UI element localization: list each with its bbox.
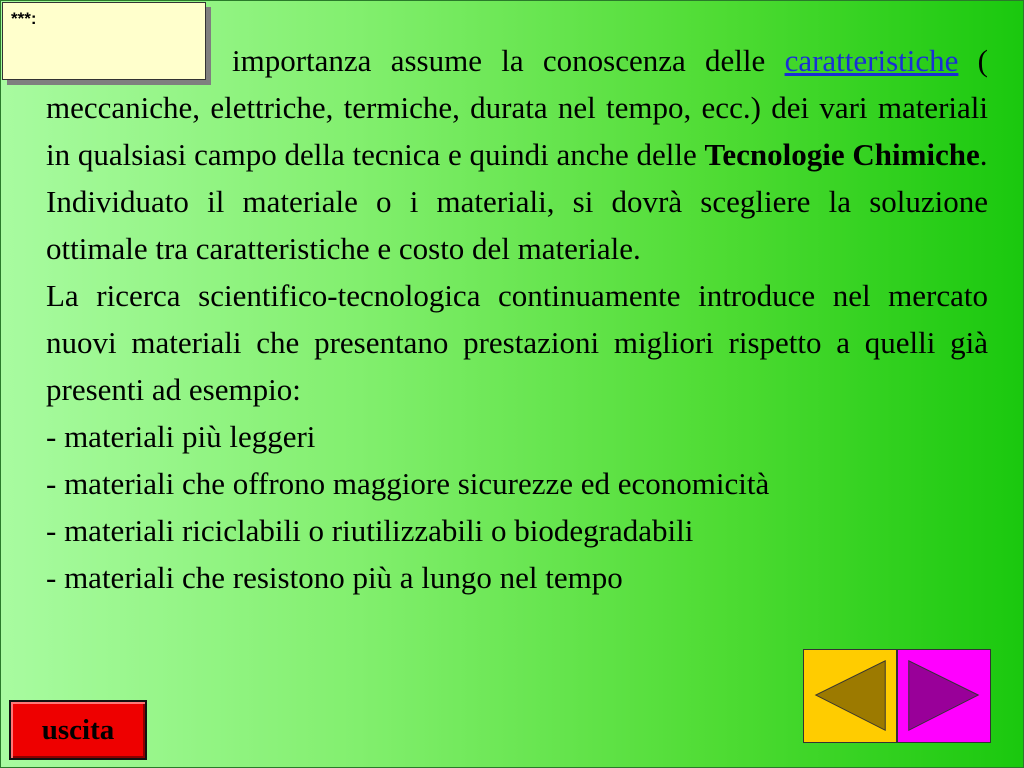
list-item: - materiali che resistono più a lungo nel tempo	[46, 560, 623, 595]
note-label: ***:	[11, 9, 37, 28]
tecnologie-chimiche-text: Tecnologie Chimiche	[704, 137, 980, 172]
list-item: - materiali che offrono maggiore sicurezze ed economicità	[46, 466, 770, 501]
exit-button[interactable]: uscita	[9, 700, 147, 760]
intro-middle-text: ( meccaniche, elettriche, termiche, durata nel tempo, ecc.) dei vari materiali in qualsiasi campo della tecnica e quindi anche delle	[46, 43, 989, 172]
next-slide-button[interactable]	[897, 649, 991, 743]
research-paragraph: La ricerca scientifico-tecnologica continuamente introduce nel mercato nuovi materiali che presentano prestazioni migliori rispetto a quelli già presenti ad esempio:	[46, 278, 988, 407]
list-item: - materiali più leggeri	[46, 419, 316, 454]
caratteristiche-link[interactable]: caratteristiche	[784, 43, 959, 78]
slide-body	[46, 37, 988, 601]
triangle-left-icon	[804, 650, 896, 742]
previous-slide-button[interactable]	[803, 649, 897, 743]
intro-paragraph	[46, 37, 988, 178]
selection-paragraph: Individuato il materiale o i materiali, si dovrà scegliere la soluzione ottimale tra caratteristiche e costo del materiale.	[46, 184, 988, 266]
intro-lead-text: importanza assume la conoscenza delle	[232, 43, 766, 78]
triangle-right-icon	[898, 650, 990, 742]
list-item: - materiali riciclabili o riutilizzabili o biodegradabili	[46, 513, 694, 548]
intro-end-text: .	[979, 137, 988, 172]
